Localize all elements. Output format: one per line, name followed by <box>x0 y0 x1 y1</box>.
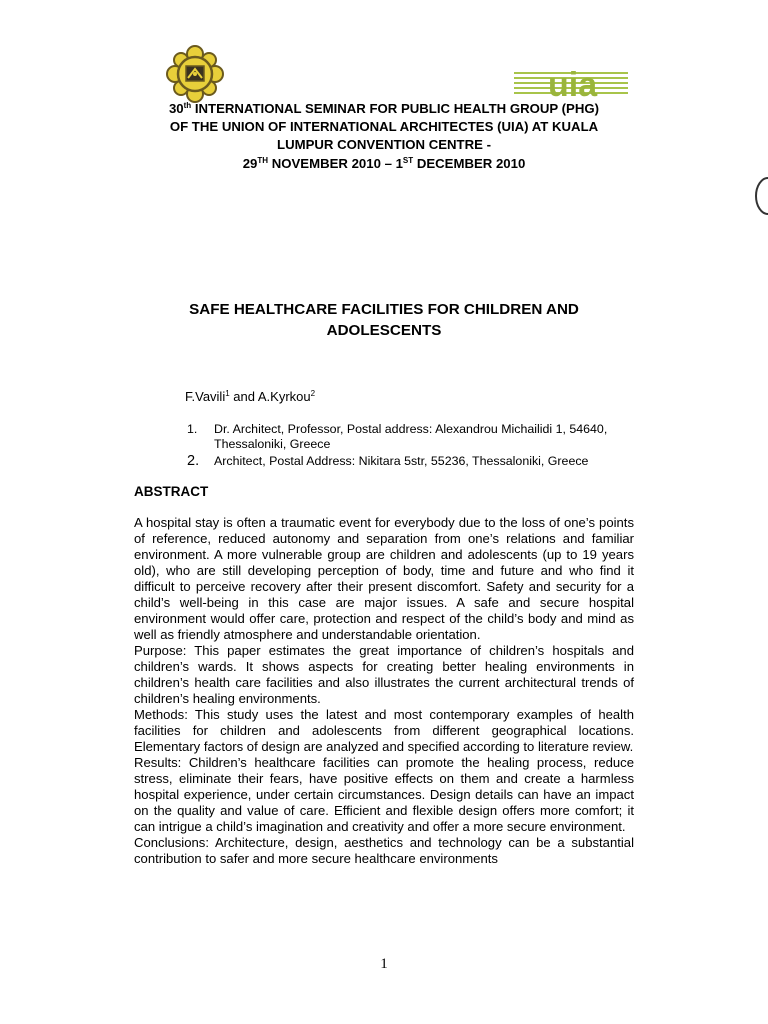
seminar-emblem-logo <box>166 45 224 103</box>
conference-line-3: LUMPUR CONVENTION CENTRE - <box>277 137 491 153</box>
uia-logo <box>514 69 628 99</box>
affiliation-item: 2. Architect, Postal Address: Nikitara 5str, 55236, Thessaloniki, Greece <box>187 453 589 470</box>
abstract-results: Results: Children’s healthcare facilities can promote the healing process, reduce stress, eliminate their fears, have positive effects on them and create a harmless hospital experience, under certain circumstances. Design details can have an impact on the quality and value of care. Efficient and flexible design offers more comfort; it can intrigue a child’s imagination and creativity and offer a more secure environment. <box>134 755 634 834</box>
page-number: 1 <box>380 956 388 972</box>
edge-decoration <box>754 176 768 216</box>
abstract-purpose: Purpose: This paper estimates the great importance of children’s hospitals and children’s wards. It shows aspects for creating better healing environments in children’s health care facilities and also illustrates the current architectural trends of children’s healing environments. <box>134 643 634 706</box>
conference-header <box>134 100 634 173</box>
conference-dates: 29TH NOVEMBER 2010 – 1ST DECEMBER 2010 <box>242 155 526 171</box>
conference-line-2: OF THE UNION OF INTERNATIONAL ARCHITECTES (UIA) AT KUALA <box>169 119 599 135</box>
abstract-body <box>134 515 634 867</box>
affiliations-list <box>187 422 637 470</box>
authors: F.Vavili$^1$ and A.Kyrkou$^2$ <box>185 389 316 404</box>
conference-line-1: 30th INTERNATIONAL SEMINAR FOR PUBLIC HEALTH GROUP (PHG) <box>168 101 600 116</box>
paper-title: SAFE HEALTHCARE FACILITIES FOR CHILDREN AND ADOLESCENTS <box>189 301 579 339</box>
abstract-methods: Methods: This study uses the latest and most contemporary examples of health facilities for children and adolescents from different geographical locations. Elementary factors of design are analyzed and specified according to literature review. <box>134 707 634 754</box>
affiliation-item: 1. Dr. Architect, Professor, Postal address: Alexandrou Michailidi 1, 54640, Thessaloniki, Greece <box>187 422 608 452</box>
abstract-paragraph: A hospital stay is often a traumatic event for everybody due to the loss of one’s points of reference, reduced autonomy and separation from one’s relations and familiar environment. A more vulnerable group are children and adolescents (up to 19 years old), who are still developing perception of body, time and future and who find it difficult to perceive recovery after their present discomfort. Safety and security for a child’s well-being in this case are major issues. A safe and secure hospital environment would offer care, protection and respect of the child’s body and mind as well as friendly atmosphere and understandable orientation. <box>134 515 634 642</box>
abstract-heading: ABSTRACT <box>134 484 209 499</box>
uia-logo-text: uia <box>548 69 598 99</box>
abstract-conclusions: Conclusions: Architecture, design, aesthetics and technology can be a substantial contribution to safer and more secure healthcare environments <box>134 835 634 866</box>
